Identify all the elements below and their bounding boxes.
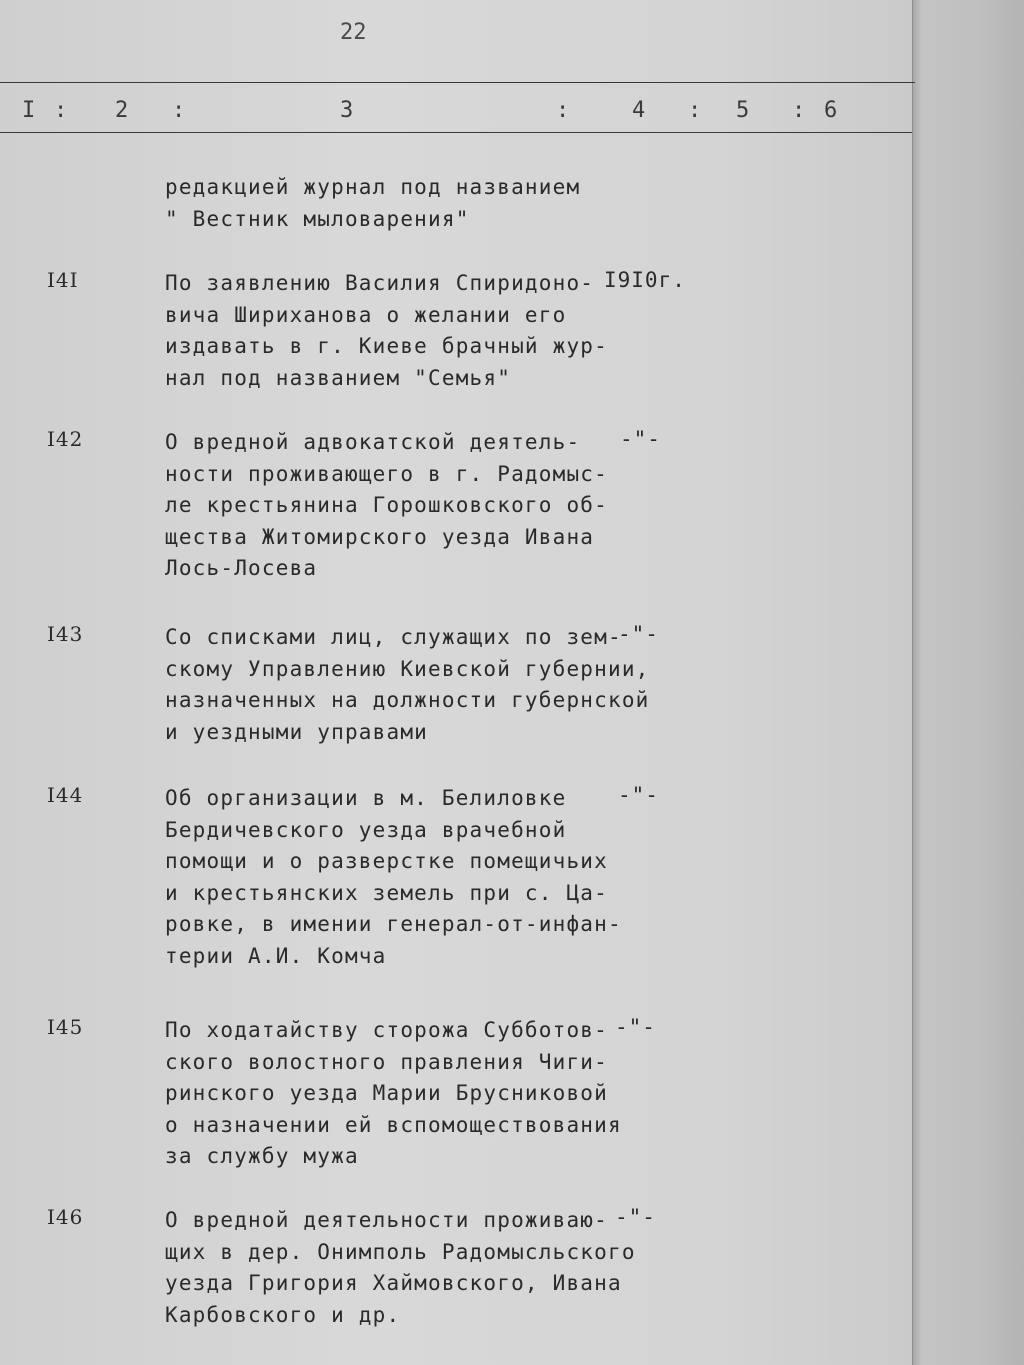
description-line: Об организации в м. Белиловке bbox=[165, 786, 567, 810]
col-6-label: 6 bbox=[824, 98, 838, 123]
entry-number: I42 bbox=[47, 427, 84, 451]
entry-year-ditto: -"- bbox=[615, 1205, 656, 1229]
header-top-rule bbox=[0, 82, 915, 83]
description-line: О вредной деятельности проживаю- bbox=[165, 1208, 608, 1232]
description-line: Со списками лиц, служащих по зем- bbox=[165, 625, 622, 649]
description-line: щества Житомирского уезда Ивана bbox=[165, 524, 595, 549]
entry-description bbox=[165, 427, 608, 585]
description-line: ринского уезда Марии Брусниковой bbox=[165, 1081, 608, 1105]
col-5-label: 5 bbox=[736, 98, 750, 123]
entry-number: I46 bbox=[47, 1205, 84, 1229]
description-line: редакцией журнал под названием bbox=[165, 175, 581, 199]
description-line: назначенных на должности губернской bbox=[165, 688, 650, 712]
entry-description bbox=[165, 622, 650, 748]
header-bottom-rule bbox=[0, 132, 912, 133]
entry-year: I9I0г. bbox=[604, 268, 686, 292]
description-line: скому Управлению Киевской губернии, bbox=[165, 656, 650, 681]
entry-number: I44 bbox=[47, 783, 84, 807]
description-line: Бердичевского уезда врачебной bbox=[165, 817, 567, 842]
entry-description bbox=[165, 1015, 622, 1173]
description-line: нал под названием "Семья" bbox=[165, 365, 512, 390]
description-line: ского волостного правления Чиги- bbox=[165, 1049, 608, 1074]
col-3-label: 3 bbox=[340, 98, 354, 123]
entry-description bbox=[165, 1205, 636, 1331]
entry-year-ditto: -"- bbox=[620, 427, 661, 451]
description-line: вича Шириханова о желании его bbox=[165, 302, 567, 327]
description-line: О вредной адвокатской деятель- bbox=[165, 430, 581, 454]
col-separator: : bbox=[172, 98, 186, 123]
col-2-label: 2 bbox=[115, 98, 129, 123]
description-line: ровке, в имении генерал-от-инфан- bbox=[165, 912, 622, 936]
description-line: о назначении ей вспомоществования bbox=[165, 1112, 622, 1137]
description-line: щих в дер. Онимполь Радомысльского bbox=[165, 1239, 636, 1264]
col-separator: : bbox=[688, 98, 702, 123]
description-line: терии А.И. Комча bbox=[165, 943, 387, 968]
description-line: помощи и о разверстке помещичьих bbox=[165, 849, 608, 873]
entry-year-ditto: -"- bbox=[618, 622, 659, 646]
page-number: 22 bbox=[340, 20, 367, 45]
description-line: за службу мужа bbox=[165, 1144, 359, 1168]
description-line: " Вестник мыловарения" bbox=[165, 206, 470, 231]
column-header-row bbox=[0, 98, 912, 130]
col-separator: : bbox=[54, 98, 68, 123]
description-line: По ходатайству сторожа Субботов- bbox=[165, 1018, 608, 1042]
description-line: По заявлению Василия Спиридоно- bbox=[165, 271, 595, 295]
description-line: и уездными управами bbox=[165, 719, 429, 744]
col-1-label: I bbox=[22, 98, 36, 123]
entry-description bbox=[165, 268, 608, 394]
col-separator: : bbox=[556, 98, 570, 123]
entry-number: I45 bbox=[47, 1015, 84, 1039]
description-line: и крестьянских земель при с. Ца- bbox=[165, 880, 608, 905]
description-line: уезда Григория Хаймовского, Ивана bbox=[165, 1271, 622, 1295]
col-4-label: 4 bbox=[632, 98, 646, 123]
col-separator: : bbox=[792, 98, 806, 123]
entry-number: I4I bbox=[47, 268, 79, 292]
entry-year-ditto: -"- bbox=[615, 1015, 656, 1039]
entry-description bbox=[165, 783, 622, 972]
description-line: ле крестьянина Горошковского об- bbox=[165, 493, 608, 517]
description-line: Карбовского и др. bbox=[165, 1302, 401, 1327]
entry-year-ditto: -"- bbox=[618, 783, 659, 807]
entry-number: I43 bbox=[47, 622, 84, 646]
entry-description bbox=[165, 172, 605, 235]
description-line: ности проживающего в г. Радомыс- bbox=[165, 461, 608, 486]
description-line: издавать в г. Киеве брачный жур- bbox=[165, 334, 608, 358]
back-sheet-edge bbox=[912, 0, 1024, 1365]
description-line: Лось-Лосева bbox=[165, 556, 318, 580]
